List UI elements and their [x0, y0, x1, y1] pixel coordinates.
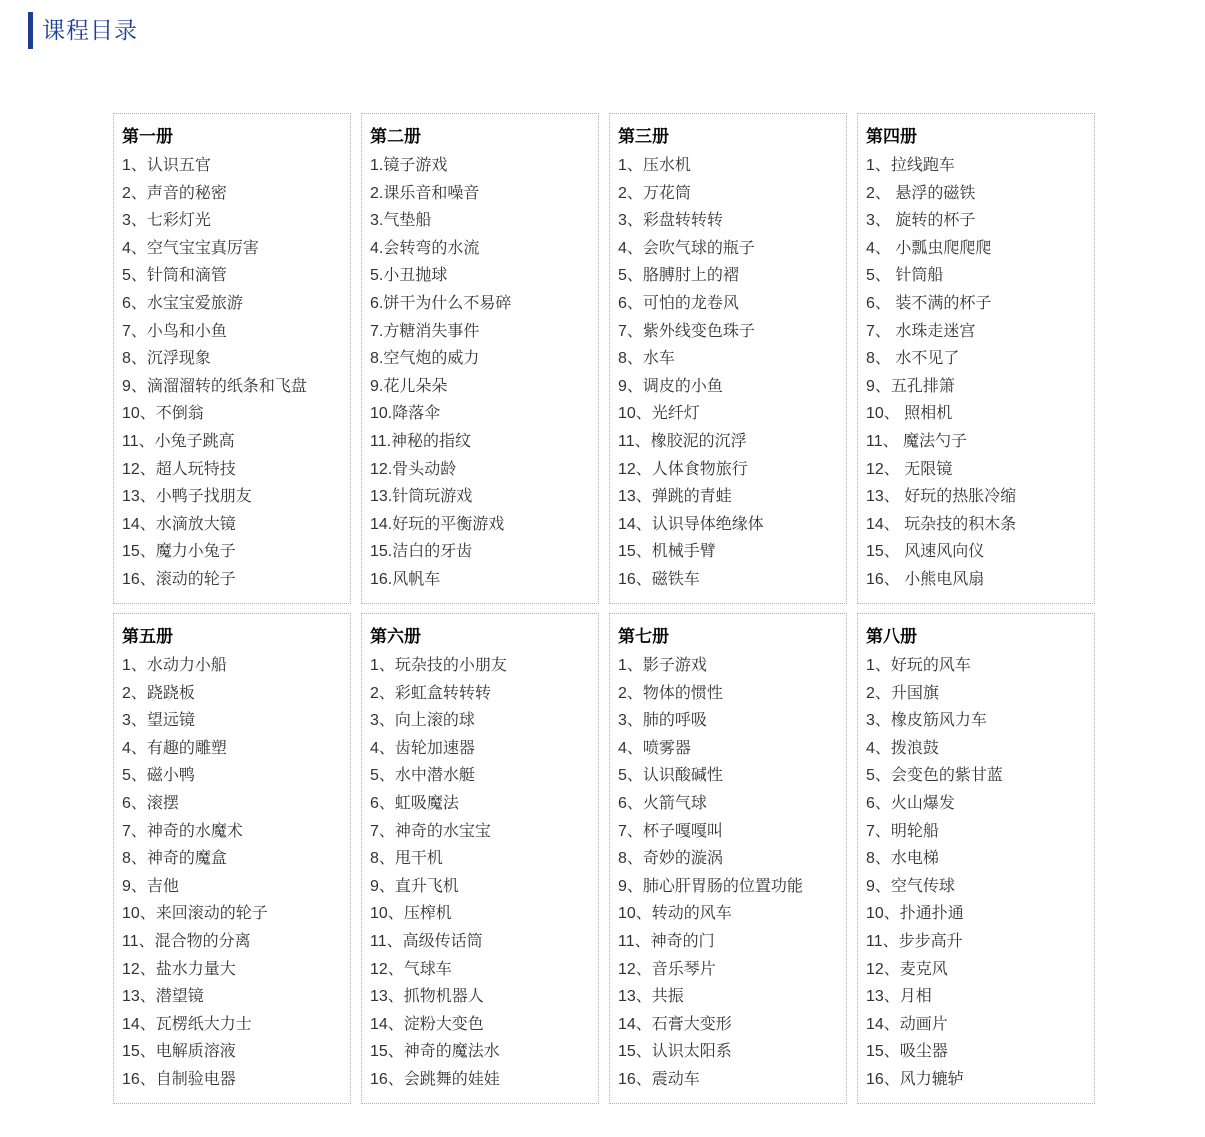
course-item: 15、电解质溶液	[122, 1043, 236, 1061]
course-item: 12、麦克风	[866, 960, 948, 978]
box-title: 第七册	[618, 627, 669, 646]
course-list	[370, 652, 592, 1094]
box-title: 第四册	[866, 127, 917, 146]
course-box	[113, 613, 351, 1104]
course-item: 2、 悬浮的磁铁	[866, 184, 976, 202]
course-item: 8、沉浮现象	[122, 350, 211, 368]
course-item: 16、会跳舞的娃娃	[370, 1070, 500, 1088]
course-item: 13、抓物机器人	[370, 988, 484, 1006]
course-item: 6、可怕的龙卷风	[618, 294, 739, 312]
course-box	[609, 113, 847, 604]
box-title: 第八册	[866, 627, 917, 646]
course-item: 6、滚摆	[122, 794, 179, 812]
course-item: 8、水电梯	[866, 850, 939, 868]
course-item: 4、空气宝宝真厉害	[122, 239, 259, 257]
course-item: 7、紫外线变色珠子	[618, 322, 755, 340]
course-item: 1、好玩的风车	[866, 657, 971, 674]
course-item: 7.方糖消失事件	[370, 322, 480, 340]
course-item: 7、 水珠走迷宫	[866, 322, 976, 340]
course-item: 14、 玩杂技的积木条	[866, 515, 1017, 533]
course-item: 9、直升飞机	[370, 877, 459, 895]
course-item: 14、淀粉大变色	[370, 1015, 484, 1033]
course-item: 2、升国旗	[866, 684, 939, 702]
course-item: 13.针筒玩游戏	[370, 488, 473, 506]
course-item: 15、 风速风向仪	[866, 543, 985, 561]
course-item: 10、扑通扑通	[866, 905, 964, 923]
course-list	[866, 652, 1088, 1094]
course-item: 3、肺的呼吸	[618, 712, 707, 730]
course-list	[618, 152, 840, 594]
course-item: 9、调皮的小鱼	[618, 377, 723, 395]
course-item: 5.小丑抛球	[370, 267, 448, 285]
course-item: 8、 水不见了	[866, 350, 960, 368]
course-list	[370, 152, 592, 594]
course-item: 16、滚动的轮子	[122, 570, 236, 588]
box-title: 第六册	[370, 627, 421, 646]
course-item: 7、神奇的水宝宝	[370, 822, 491, 840]
course-item: 8、奇妙的漩涡	[618, 850, 723, 868]
course-item: 2、万花筒	[618, 184, 691, 202]
course-item: 16、 小熊电风扇	[866, 570, 985, 588]
course-list	[122, 652, 344, 1094]
course-box	[609, 613, 847, 1104]
course-item: 14、瓦楞纸大力士	[122, 1015, 252, 1033]
course-item: 5、 针筒船	[866, 267, 944, 285]
course-item: 15.洁白的牙齿	[370, 543, 473, 561]
course-item: 4、 小瓢虫爬爬爬	[866, 239, 992, 257]
course-item: 5、水中潜水艇	[370, 767, 475, 785]
course-item: 12、超人玩特技	[122, 460, 236, 478]
course-item: 11、神奇的门	[618, 932, 715, 950]
course-item: 7、神奇的水魔术	[122, 822, 243, 840]
course-item: 10.降落伞	[370, 405, 441, 423]
course-item: 1.镜子游戏	[370, 157, 448, 174]
course-item: 10、压榨机	[370, 905, 452, 923]
course-item: 6、 装不满的杯子	[866, 294, 992, 312]
course-item: 14、认识导体绝缘体	[618, 515, 764, 533]
course-item: 13、小鸭子找朋友	[122, 488, 252, 506]
course-item: 4、会吹气球的瓶子	[618, 239, 755, 257]
course-item: 15、机械手臂	[618, 543, 716, 561]
course-item: 11、混合物的分离	[122, 932, 251, 950]
course-item: 4、喷雾器	[618, 739, 691, 757]
course-item: 4.会转弯的水流	[370, 239, 480, 257]
course-item: 15、神奇的魔法水	[370, 1043, 500, 1061]
course-item: 9、吉他	[122, 877, 179, 895]
course-item: 6、火箭气球	[618, 794, 707, 812]
course-item: 13、潜望镜	[122, 988, 204, 1006]
box-title: 第五册	[122, 627, 173, 646]
course-item: 5、针筒和滴管	[122, 267, 227, 285]
course-item: 4、有趣的雕塑	[122, 739, 227, 757]
course-item: 15、吸尘器	[866, 1043, 948, 1061]
course-list	[122, 152, 344, 594]
course-item: 9、滴溜溜转的纸条和飞盘	[122, 377, 307, 395]
course-item: 3、橡皮筋风力车	[866, 712, 987, 730]
course-item: 14、水滴放大镜	[122, 515, 236, 533]
course-item: 11、步步高升	[866, 932, 963, 950]
course-item: 13、 好玩的热胀冷缩	[866, 488, 1017, 506]
course-item: 6、水宝宝爱旅游	[122, 294, 243, 312]
course-item: 1、影子游戏	[618, 657, 707, 674]
course-item: 8.空气炮的威力	[370, 350, 480, 368]
course-item: 10、转动的风车	[618, 905, 732, 923]
course-item: 11、小兔子跳高	[122, 432, 235, 450]
course-item: 16.风帆车	[370, 570, 441, 588]
course-item: 11、高级传话筒	[370, 932, 483, 950]
course-item: 6、虹吸魔法	[370, 794, 459, 812]
course-list	[618, 652, 840, 1094]
course-item: 15、魔力小兔子	[122, 543, 236, 561]
course-item: 2、彩虹盒转转转	[370, 684, 491, 702]
course-item: 11、 魔法勺子	[866, 432, 968, 450]
course-item: 16、自制验电器	[122, 1070, 236, 1088]
course-item: 3.气垫船	[370, 212, 432, 230]
course-item: 9、空气传球	[866, 877, 955, 895]
course-item: 14、动画片	[866, 1015, 948, 1033]
course-item: 12.骨头动龄	[370, 460, 457, 478]
course-box	[361, 613, 599, 1104]
box-title: 第二册	[370, 127, 421, 146]
course-box	[857, 613, 1095, 1104]
course-item: 6.饼干为什么不易碎	[370, 294, 512, 312]
course-item: 1、认识五官	[122, 157, 211, 174]
course-item: 1、玩杂技的小朋友	[370, 657, 507, 674]
course-item: 3、彩盘转转转	[618, 212, 723, 230]
course-item: 1、压水机	[618, 157, 691, 174]
course-item: 13、弹跳的青蛙	[618, 488, 732, 506]
page-header	[28, 12, 138, 49]
course-item: 14、石膏大变形	[618, 1015, 732, 1033]
course-item: 3、向上滚的球	[370, 712, 475, 730]
course-item: 8、水车	[618, 350, 675, 368]
course-item: 2、声音的秘密	[122, 184, 227, 202]
course-item: 3、七彩灯光	[122, 212, 211, 230]
course-item: 3、 旋转的杯子	[866, 212, 976, 230]
course-item: 14.好玩的平衡游戏	[370, 515, 505, 533]
course-item: 13、月相	[866, 988, 932, 1006]
course-item: 10、不倒翁	[122, 405, 204, 423]
course-item: 2、物体的惯性	[618, 684, 723, 702]
course-item: 4、拨浪鼓	[866, 739, 939, 757]
course-box	[361, 113, 599, 604]
course-item: 16、磁铁车	[618, 570, 700, 588]
box-title: 第一册	[122, 127, 173, 146]
course-box	[857, 113, 1095, 604]
course-item: 12、 无限镜	[866, 460, 953, 478]
course-box	[113, 113, 351, 604]
course-item: 10、 照相机	[866, 405, 953, 423]
course-item: 16、震动车	[618, 1070, 700, 1088]
course-item: 11.神秘的指纹	[370, 432, 472, 450]
course-item: 5、会变色的紫甘蓝	[866, 767, 1003, 785]
course-item: 9、五孔排箫	[866, 377, 955, 395]
course-item: 2、跷跷板	[122, 684, 195, 702]
course-item: 5、认识酸碱性	[618, 767, 723, 785]
course-item: 1、拉线跑车	[866, 157, 955, 174]
course-item: 10、来回滚动的轮子	[122, 905, 268, 923]
course-item: 9.花儿朵朵	[370, 377, 448, 395]
course-item: 16、风力辘轳	[866, 1070, 964, 1088]
course-item: 4、齿轮加速器	[370, 739, 475, 757]
box-title: 第三册	[618, 127, 669, 146]
course-item: 13、共振	[618, 988, 684, 1006]
course-item: 12、气球车	[370, 960, 452, 978]
course-item: 7、小鸟和小鱼	[122, 322, 227, 340]
course-item: 7、杯子嘎嘎叫	[618, 822, 723, 840]
course-item: 12、人体食物旅行	[618, 460, 748, 478]
course-item: 10、光纤灯	[618, 405, 700, 423]
course-item: 8、神奇的魔盒	[122, 850, 227, 868]
course-item: 7、明轮船	[866, 822, 939, 840]
course-item: 1、水动力小船	[122, 657, 227, 674]
course-item: 15、认识太阳系	[618, 1043, 732, 1061]
course-list	[866, 152, 1088, 594]
course-grid	[113, 113, 1095, 1104]
course-item: 3、望远镜	[122, 712, 195, 730]
course-item: 5、胳膊肘上的褶	[618, 267, 739, 285]
course-item: 5、磁小鸭	[122, 767, 195, 785]
course-item: 11、橡胶泥的沉浮	[618, 432, 747, 450]
course-item: 9、肺心肝胃肠的位置功能	[618, 877, 803, 895]
course-item: 6、火山爆发	[866, 794, 955, 812]
course-item: 8、甩干机	[370, 850, 443, 868]
course-item: 2.课乐音和噪音	[370, 184, 480, 202]
course-item: 12、音乐琴片	[618, 960, 716, 978]
page-title: 课程目录	[42, 17, 138, 43]
course-item: 12、盐水力量大	[122, 960, 236, 978]
title-accent-bar	[28, 12, 33, 49]
